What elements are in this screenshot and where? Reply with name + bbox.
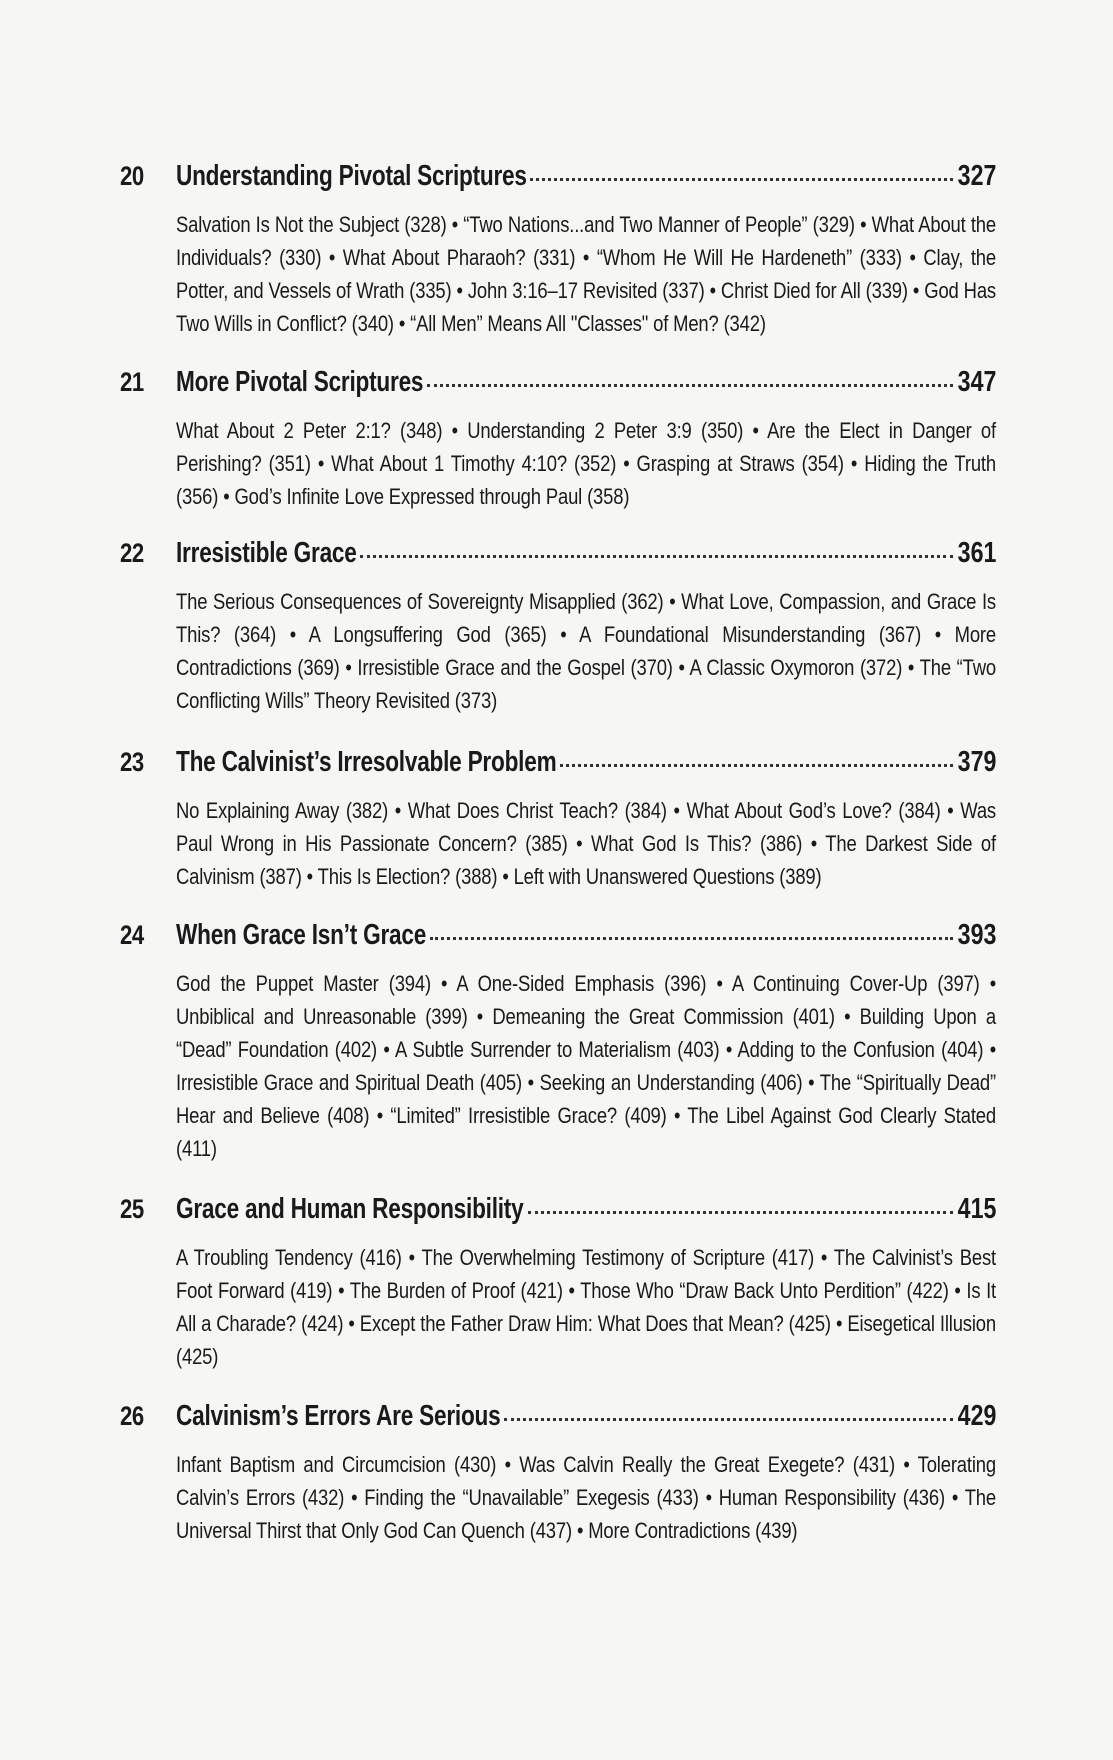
chapter-number: 23 — [120, 747, 144, 777]
dot-leader — [427, 384, 953, 387]
chapter-page-number: 347 — [957, 366, 996, 398]
chapter-heading — [120, 746, 996, 786]
chapter-title: The Calvinist’s Irresolvable Problem — [176, 746, 557, 778]
dot-leader — [560, 764, 953, 767]
chapter-title: More Pivotal Scriptures — [176, 366, 424, 398]
toc-entry-23 — [120, 746, 996, 893]
chapter-section-list: No Explaining Away (382) • What Does Christ Teach? (384) • What About God’s Love? (384) • Was Paul Wrong in His Passionate Concern? (385) • What God Is This? (386) • The Darkest Side of Calvinism (387) • This Is Election? (388) • Left with Unanswered Questions (389) — [176, 798, 996, 889]
chapter-title: Understanding Pivotal Scriptures — [176, 160, 527, 192]
toc-entry-25 — [120, 1193, 996, 1373]
chapter-section-list: God the Puppet Master (394) • A One-Sided Emphasis (396) • A Continuing Cover-Up (397) • Unbiblical and Unreasonable (399) • Demeaning the Great Commission (401) • Building Upon a “Dead” Foundation (402) • A Subtle Surrender to Materialism (403) • Adding to the Confusion (404) • Irresistible Grace and Spiritual Death (405) • Seeking an Understanding (406) • The “Spiritually Dead” Hear and Believe (408) • “Limited” Irresistible Grace? (409) • The Libel Against God Clearly Stated (411) — [176, 971, 996, 1161]
chapter-section-list: A Troubling Tendency (416) • The Overwhelming Testimony of Scripture (417) • The Calvinist’s Best Foot Forward (419) • The Burden of Proof (421) • Those Who “Draw Back Unto Perdition” (422) • Is It All a Charade? (424) • Except the Father Draw Him: What Does that Mean? (425) • Eisegetical Illusion (425) — [176, 1245, 996, 1369]
chapter-number: 26 — [120, 1401, 144, 1431]
chapter-page-number: 429 — [957, 1400, 996, 1432]
toc-entry-21 — [120, 366, 996, 513]
chapter-page-number: 361 — [957, 537, 996, 569]
chapter-title-row — [176, 366, 996, 399]
chapter-section-list: Salvation Is Not the Subject (328) • “Two Nations...and Two Manner of People” (329) • What About the Individuals? (330) • What About Pharaoh? (331) • “Whom He Will He Hardeneth” (333) • Clay, the Potter, and Vessels of Wrath (335) • John 3:16–17 Revisited (337) • Christ Died for All (339) • God Has Two Wills in Conflict? (340) • “All Men” Means All "Classes" of Men? (342) — [176, 212, 996, 336]
chapter-title-row — [176, 160, 996, 193]
chapter-page-number: 379 — [957, 746, 996, 778]
toc-entry-26 — [120, 1400, 996, 1547]
dot-leader — [360, 555, 953, 558]
chapter-heading — [120, 366, 996, 406]
toc-entry-22 — [120, 537, 996, 717]
chapter-number: 25 — [120, 1194, 144, 1224]
chapter-title-row — [176, 746, 996, 779]
chapter-section-list: The Serious Consequences of Sovereignty Misapplied (362) • What Love, Compassion, and Grace Is This? (364) • A Longsuffering God (365) • A Foundational Misunderstanding (367) • More Contradictions (369) • Irresistible Grace and the Gospel (370) • A Classic Oxymoron (372) • The “Two Conflicting Wills” Theory Revisited (373) — [176, 589, 996, 713]
chapter-page-number: 415 — [957, 1193, 996, 1225]
chapter-page-number: 393 — [957, 919, 996, 951]
chapter-heading — [120, 1400, 996, 1440]
chapter-title: Irresistible Grace — [176, 537, 357, 569]
chapter-number: 22 — [120, 538, 144, 568]
dot-leader — [528, 1211, 953, 1214]
chapter-title-row — [176, 1193, 996, 1226]
chapter-title: When Grace Isn’t Grace — [176, 919, 427, 951]
chapter-page-number: 327 — [957, 160, 996, 192]
chapter-heading — [120, 160, 996, 200]
chapter-heading — [120, 1193, 996, 1233]
chapter-section-list: Infant Baptism and Circumcision (430) • Was Calvin Really the Great Exegete? (431) • Tolerating Calvin’s Errors (432) • Finding the “Unavailable” Exegesis (433) • Human Responsibility (436) • The Universal Thirst that Only God Can Quench (437) • More Contradictions (439) — [176, 1452, 996, 1543]
dot-leader — [430, 937, 953, 940]
dot-leader — [530, 178, 952, 181]
chapter-heading — [120, 537, 996, 577]
chapter-section-list: What About 2 Peter 2:1? (348) • Understanding 2 Peter 3:9 (350) • Are the Elect in Danger of Perishing? (351) • What About 1 Timothy 4:10? (352) • Grasping at Straws (354) • Hiding the Truth (356) • God’s Infinite Love Expressed through Paul (358) — [176, 418, 996, 509]
toc-entry-20 — [120, 160, 996, 340]
chapter-number: 20 — [120, 161, 144, 191]
chapter-title-row — [176, 1400, 996, 1433]
chapter-title-row — [176, 537, 996, 570]
toc-entry-24 — [120, 919, 996, 1165]
chapter-title-row — [176, 919, 996, 952]
chapter-title: Calvinism’s Errors Are Serious — [176, 1400, 501, 1432]
chapter-title: Grace and Human Responsibility — [176, 1193, 524, 1225]
chapter-number: 24 — [120, 920, 144, 950]
chapter-number: 21 — [120, 367, 144, 397]
dot-leader — [504, 1418, 952, 1421]
chapter-heading — [120, 919, 996, 959]
